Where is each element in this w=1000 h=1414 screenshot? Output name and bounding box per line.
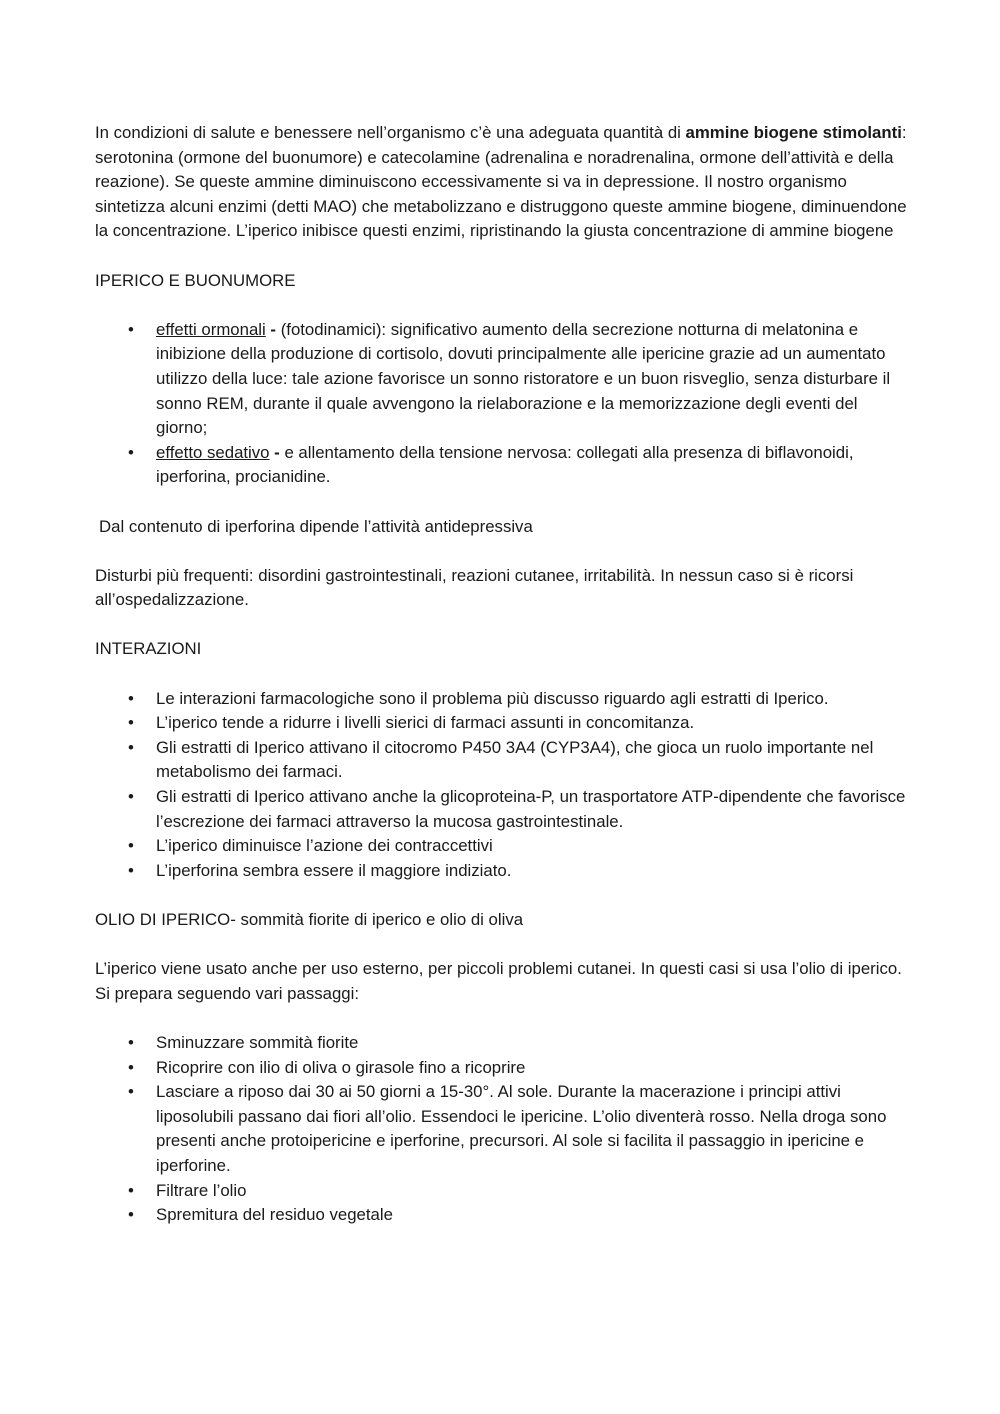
item-text: Gli estratti di Iperico attivano anche la glicoproteina-P, un trasportatore ATP-dipendente che favorisce l’escrezione dei farmaci attraverso la mucosa gastrointestinale. [156,787,906,831]
list-item [95,1080,910,1178]
section-heading-interazioni: INTERAZIONI [95,639,202,659]
list-item [95,1203,910,1228]
document-page [95,121,910,1228]
item-text: e allentamento della tensione nervosa: collegati alla presenza di biflavonoidi, iperforina, procianidine. [156,442,854,487]
item-text: L’iperico tende a ridurre i livelli sierici di farmaci assunti in concomitanza. [156,713,695,733]
list-item [95,1056,910,1081]
bullet-icon: • [128,860,134,880]
item-underlined-term: effetti ormonali [156,319,266,339]
item-text: L’iperforina sembra essere il maggiore indiziato. [156,860,512,880]
bullet-icon: • [128,787,134,807]
buonumore-list [95,318,910,490]
list-item [95,711,910,736]
item-text: (fotodinamici): significativo aumento della secrezione notturna di melatonina e inibizione della produzione di cortisolo, dovuti principalmente alle ipericine grazie ad un aumentato utilizzo della luce: tale azione favorisce un sonno ristoratore e un buon risveglio, senza disturbare il sonno REM, durante il quale avvengono la rielaborazione e la memorizzazione degli eventi del giorno; [156,319,891,438]
list-item [95,736,910,785]
section-heading-olio: OLIO DI IPERICO- sommità fiorite di iperico e olio di oliva [95,910,524,929]
list-item [95,318,910,441]
list-item [95,1179,910,1204]
list-item [95,834,910,859]
bullet-icon: • [128,713,134,733]
intro-text-start: In condizioni di salute e benessere nell’organismo c’è una adeguata quantità di [95,123,686,142]
item-text: Le interazioni farmacologiche sono il problema più discusso riguardo agli estratti di Iperico. [156,688,829,708]
bullet-icon: • [128,688,134,708]
bullet-icon: • [128,1205,134,1225]
olio-steps-list [95,1031,910,1228]
item-text: Lasciare a riposo dai 30 ai 50 giorni a 15-30°. Al sole. Durante la macerazione i principi attivi liposolubili passano dai fiori all’olio. Essendoci le ipericine. L’olio diventerà rosso. Nella droga sono presenti anche protoipericine e iperforine, precursori. Al sole si facilita il passaggio in ipericine e iperforine. [156,1082,887,1175]
item-underlined-term: effetto sedativo [156,442,270,462]
item-text: Filtrare l’olio [156,1180,247,1200]
intro-bold-term: ammine biogene stimolanti [685,123,902,142]
intro-text-end: : serotonina (ormone del buonumore) e catecolamine (adrenalina e noradrenalina, ormone dell’attività e della reazione). Se queste ammine diminuiscono eccessivamente si va in depressione. Il nostro organismo sintetizza alcuni enzimi (detti MAO) che metabolizzano e distruggono queste ammine biogene, diminuendone la concentrazione. L’iperico inibisce questi enzimi, ripristinando la giusta concentrazione di ammine biogene [95,123,907,241]
bullet-icon: • [128,737,134,757]
antidepressant-note: Dal contenuto di iperforina dipende l’attività antidepressiva [99,516,533,536]
list-item [95,687,910,712]
list-item [95,1031,910,1056]
bullet-icon: • [128,319,134,339]
section-heading-buonumore: IPERICO E BUONUMORE [95,270,296,290]
list-item [95,859,910,884]
item-dash: - [265,319,281,339]
list-item [95,441,910,490]
bullet-icon: • [128,1032,134,1052]
bullet-icon: • [128,1082,134,1102]
bullet-icon: • [128,836,134,856]
disturbi-paragraph: Disturbi più frequenti: disordini gastrointestinali, reazioni cutanee, irritabilità. In nessun caso si è ricorsi all’ospedalizzazione. [95,565,854,610]
olio-intro-paragraph: L’iperico viene usato anche per uso esterno, per piccoli problemi cutanei. In questi casi si usa l’olio di iperico. Si prepara seguendo vari passaggi: [95,959,902,1003]
item-dash: - [269,442,285,462]
bullet-icon: • [128,1180,134,1200]
item-text: Ricoprire con ilio di oliva o girasole fino a ricoprire [156,1057,526,1077]
list-item [95,785,910,834]
bullet-icon: • [128,1057,134,1077]
intro-paragraph [95,121,910,244]
item-text: Sminuzzare sommità fiorite [156,1032,359,1052]
item-text: Spremitura del residuo vegetale [156,1205,393,1225]
item-text: L’iperico diminuisce l’azione dei contraccettivi [156,836,493,856]
interazioni-list [95,687,910,884]
bullet-icon: • [128,442,134,462]
item-text: Gli estratti di Iperico attivano il citocromo P450 3A4 (CYP3A4), che gioca un ruolo importante nel metabolismo dei farmaci. [156,737,874,782]
